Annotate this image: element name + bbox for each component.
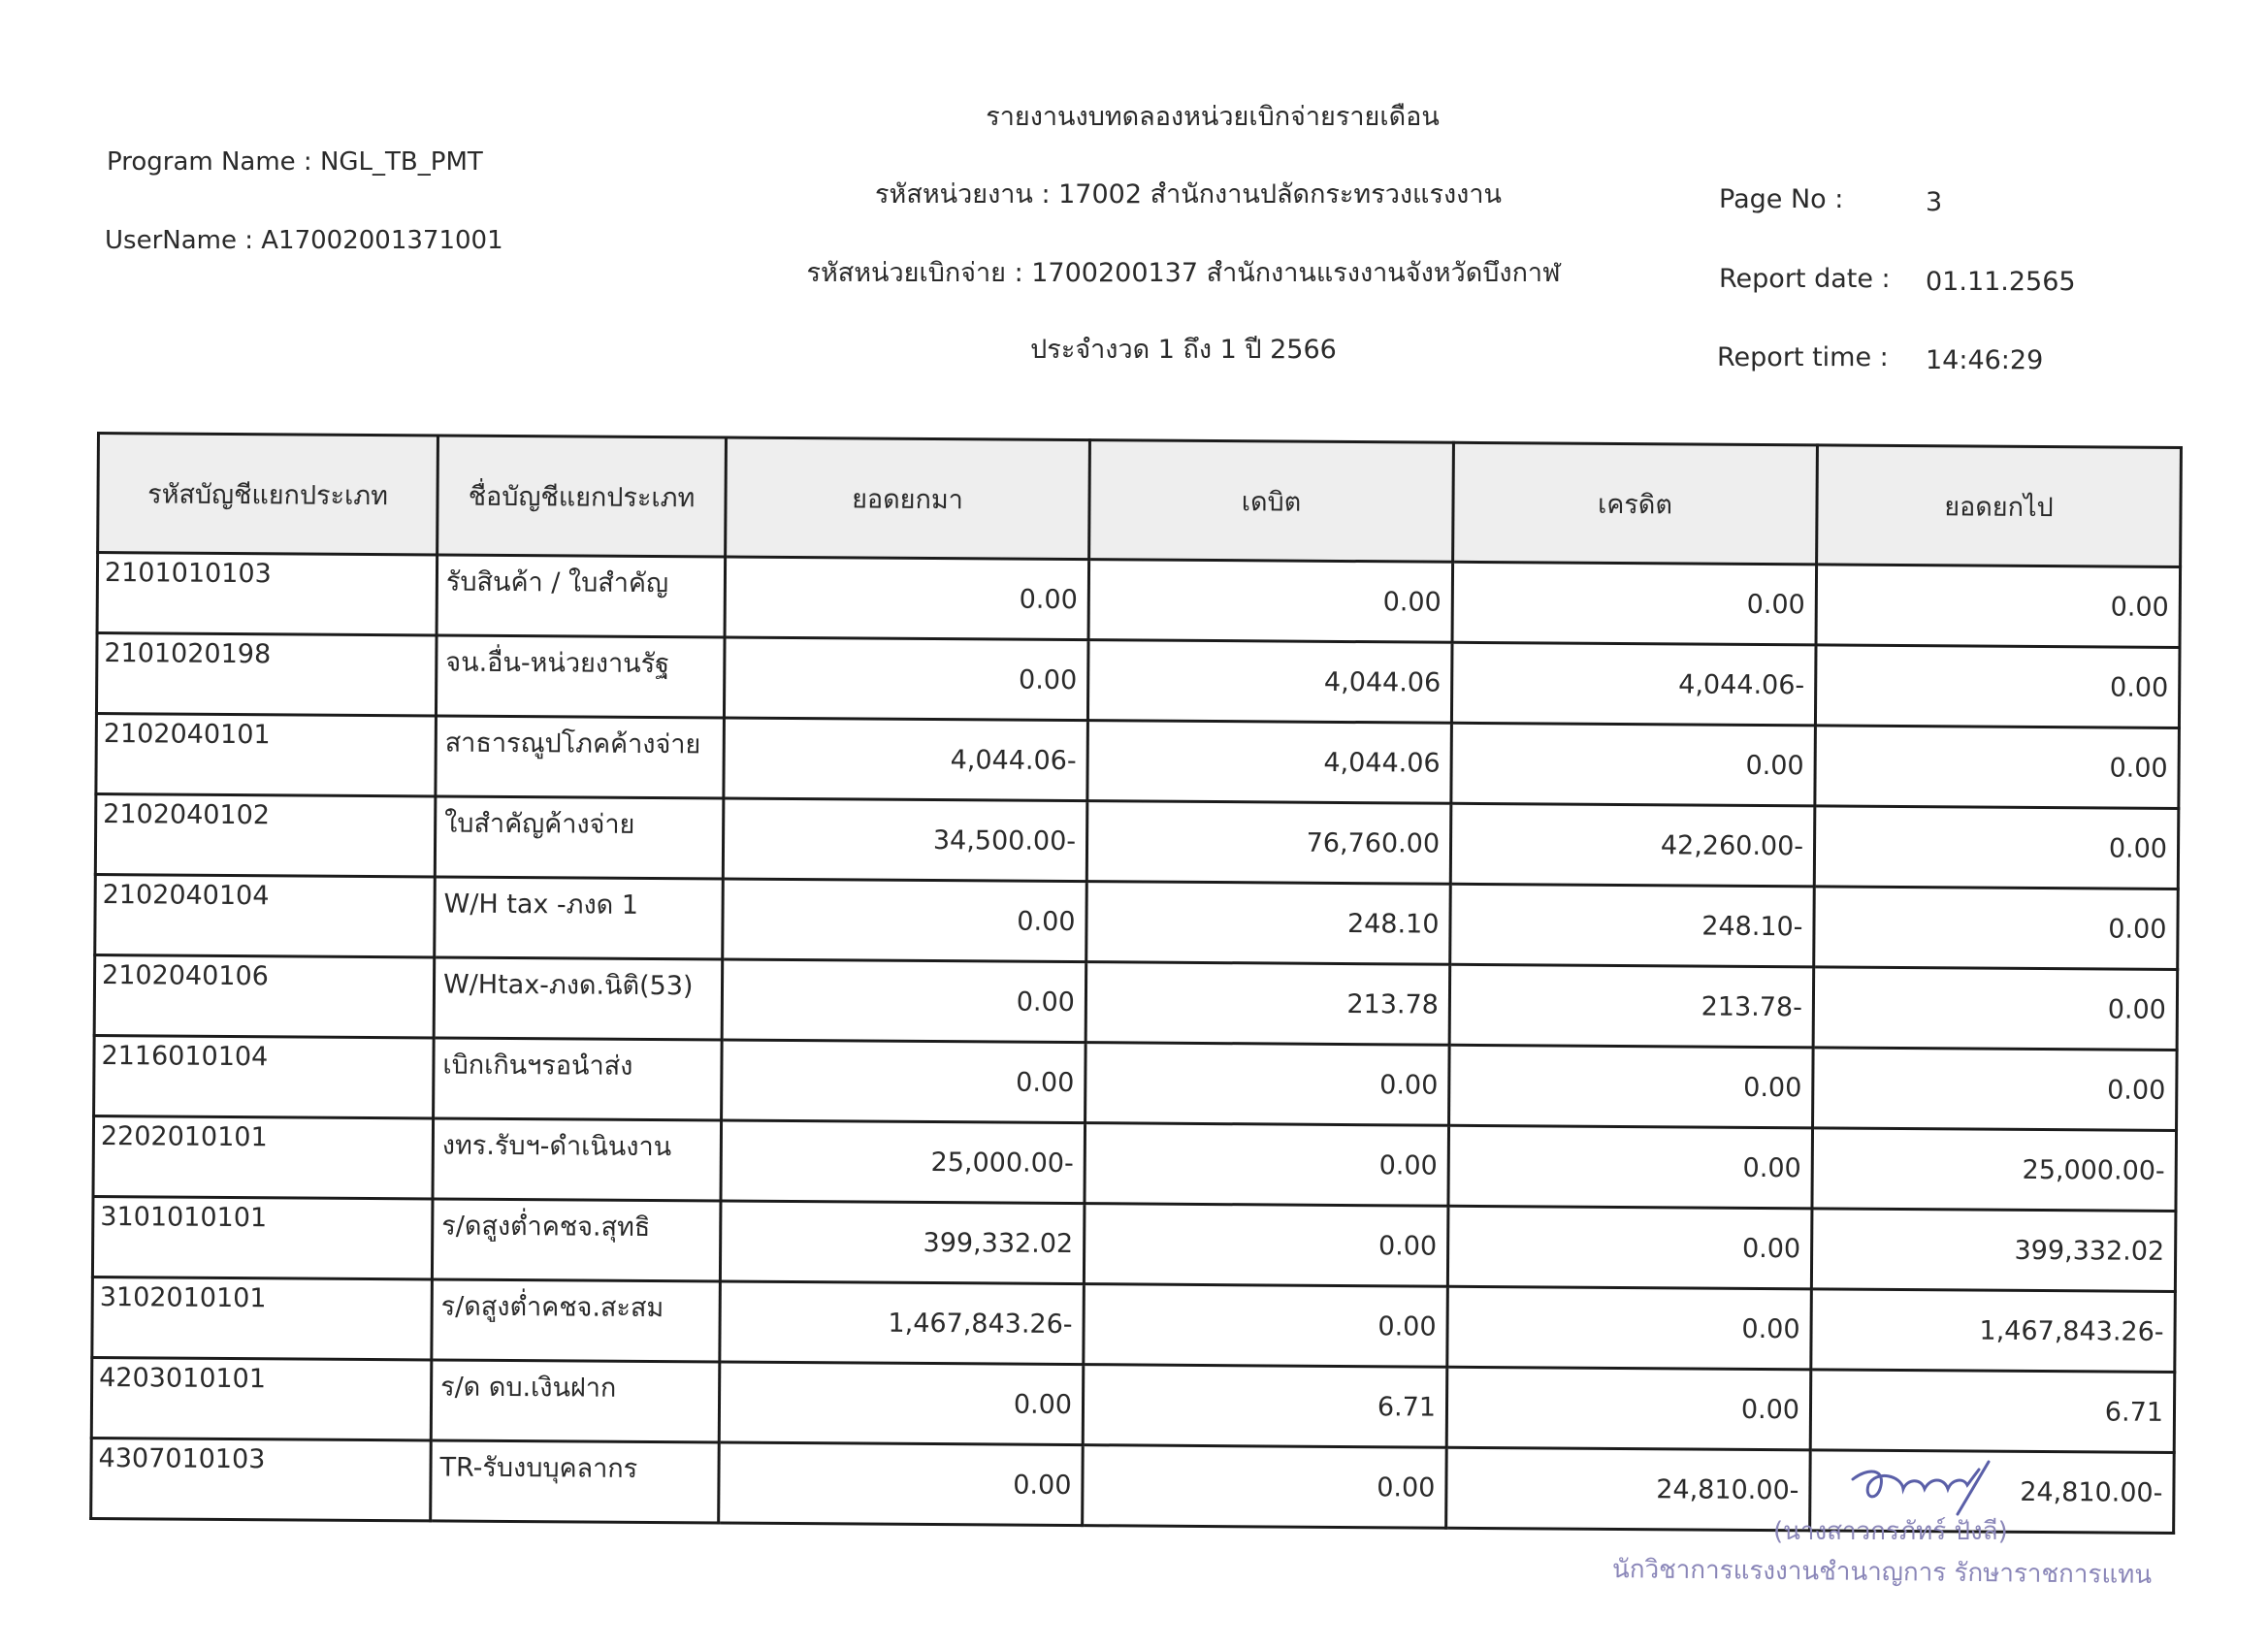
period-line: ประจำงวด 1 ถึง 1 ปี 2566: [1030, 335, 1337, 365]
carried-forward-cell: 0.00: [1814, 806, 2179, 889]
account-name-cell: ร/ดสูงต่ำคชจ.สะสม: [432, 1279, 721, 1362]
account-code-cell: 2101020198: [96, 633, 437, 716]
table-row: [95, 874, 2179, 969]
credit-cell: 0.00: [1448, 1125, 1813, 1209]
account-code-cell: 4203010101: [91, 1357, 432, 1439]
trial-balance-table: [89, 432, 2183, 1535]
brought-forward-cell: 0.00: [719, 1362, 1084, 1445]
account-code-cell: 2102040104: [95, 874, 436, 956]
carried-forward-cell: 0.00: [1813, 967, 2178, 1051]
debit-cell: 4,044.06: [1087, 640, 1452, 724]
brought-forward-cell: 0.00: [722, 959, 1086, 1043]
account-name-cell: เบิกเกินฯรอนำส่ง: [434, 1038, 723, 1120]
debit-cell: 248.10: [1086, 882, 1451, 965]
carried-forward-cell: 0.00: [1816, 565, 2181, 648]
brought-forward-cell: 0.00: [724, 637, 1088, 721]
account-code-cell: 2116010104: [94, 1035, 435, 1117]
debit-cell: 4,044.06: [1087, 721, 1452, 804]
carried-forward-cell: 6.71: [1810, 1370, 2175, 1453]
credit-cell: 213.78-: [1449, 964, 1814, 1048]
page-no-value: 3: [1926, 187, 1943, 217]
account-name-cell: งทร.รับฯ-ดำเนินงาน: [433, 1118, 722, 1201]
account-code-cell: 2102040102: [95, 794, 436, 877]
carried-forward-cell: 0.00: [1815, 726, 2180, 809]
account-name-cell: ร/ด ดบ.เงินฝาก: [431, 1360, 720, 1442]
table-row: [92, 1196, 2176, 1291]
account-name-cell: รับสินค้า / ใบสำคัญ: [437, 555, 726, 637]
account-code-cell: 2102040106: [94, 954, 435, 1037]
table-row: [95, 794, 2179, 889]
account-code-cell: 4307010103: [91, 1438, 432, 1520]
account-name-cell: W/Htax-ภงด.นิติ(53): [434, 957, 723, 1040]
credit-cell: 0.00: [1446, 1367, 1811, 1450]
carried-forward-cell: 0.00: [1815, 645, 2180, 728]
signature-mark: [1843, 1450, 2008, 1518]
credit-cell: 0.00: [1452, 562, 1817, 645]
credit-cell: 248.10-: [1450, 884, 1815, 967]
disbursing-unit-line: รหัสหน่วยเบิกจ่าย : 1700200137 สำนักงานแรงงานจังหวัดบึงกาฬ: [806, 258, 1561, 288]
header-brought-forward: ยอดยกมา: [726, 437, 1090, 560]
credit-cell: 42,260.00-: [1450, 803, 1815, 887]
header-account-name: ชื่อบัญชีแยกประเภท: [437, 436, 727, 557]
debit-cell: 0.00: [1083, 1445, 1447, 1529]
table-row: [92, 1277, 2176, 1372]
credit-cell: 24,810.00-: [1446, 1447, 1811, 1531]
report-title: รายงานงบทดลองหน่วยเบิกจ่ายรายเดือน: [986, 102, 1440, 132]
debit-cell: 0.00: [1084, 1284, 1448, 1368]
credit-cell: 4,044.06-: [1451, 642, 1816, 726]
brought-forward-cell: 399,332.02: [720, 1201, 1085, 1284]
table-row: [97, 553, 2181, 648]
table-header-row: [98, 434, 2182, 567]
report-date-value: 01.11.2565: [1926, 267, 2076, 297]
debit-cell: 76,760.00: [1086, 801, 1451, 885]
stamp-name: (นางสาวกรภัทร์ ปังลี): [1773, 1517, 2008, 1546]
debit-cell: 6.71: [1083, 1365, 1447, 1448]
credit-cell: 0.00: [1447, 1206, 1812, 1289]
debit-cell: 0.00: [1085, 1123, 1449, 1207]
debit-cell: 0.00: [1088, 560, 1453, 643]
header-credit: เครดิต: [1453, 442, 1818, 565]
agency-line: รหัสหน่วยงาน : 17002 สำนักงานปลัดกระทรวงแรงงาน: [875, 179, 1502, 210]
carried-forward-cell: 399,332.02: [1811, 1209, 2176, 1292]
page-no-label: Page No :: [1719, 184, 1844, 214]
program-name: Program Name : NGL_TB_PMT: [107, 147, 483, 177]
account-name-cell: TR-รับงบบุคลากร: [431, 1440, 720, 1523]
user-name: UserName : A17002001371001: [105, 226, 503, 255]
brought-forward-cell: 25,000.00-: [721, 1120, 1085, 1204]
account-code-cell: 3101010101: [92, 1196, 433, 1278]
table-row: [94, 954, 2178, 1050]
header-debit: เดบิต: [1089, 440, 1454, 563]
carried-forward-cell: 0.00: [1814, 887, 2179, 970]
table-row: [91, 1357, 2175, 1452]
brought-forward-cell: 0.00: [719, 1442, 1084, 1526]
account-name-cell: สาธารณูปโภคค้างจ่าย: [436, 716, 725, 798]
debit-cell: 0.00: [1085, 1043, 1450, 1126]
account-code-cell: 3102010101: [92, 1277, 433, 1359]
brought-forward-cell: 0.00: [722, 1040, 1086, 1123]
report-time-label: Report time :: [1717, 342, 1889, 372]
brought-forward-cell: 1,467,843.26-: [720, 1281, 1085, 1365]
credit-cell: 0.00: [1451, 723, 1816, 806]
carried-forward-cell: 25,000.00-: [1812, 1128, 2177, 1212]
credit-cell: 0.00: [1447, 1286, 1812, 1370]
header-account-code: รหัสบัญชีแยกประเภท: [98, 434, 438, 555]
report-date-label: Report date :: [1719, 264, 1891, 294]
credit-cell: 0.00: [1449, 1045, 1814, 1128]
table-row: [93, 1116, 2177, 1211]
carried-forward-cell: 24,810.00-: [1810, 1450, 2175, 1534]
brought-forward-cell: 34,500.00-: [723, 798, 1087, 882]
debit-cell: 0.00: [1084, 1204, 1448, 1287]
brought-forward-cell: 0.00: [723, 879, 1087, 962]
carried-forward-cell: 1,467,843.26-: [1811, 1289, 2176, 1373]
account-name-cell: ใบสำคัญค้างจ่าย: [435, 796, 724, 879]
debit-cell: 213.78: [1085, 962, 1450, 1046]
stamp-position: นักวิชาการแรงงานชำนาญการ รักษาราชการแทน: [1611, 1555, 2153, 1590]
carried-forward-cell: 0.00: [1813, 1048, 2178, 1131]
account-code-cell: 2202010101: [93, 1116, 434, 1198]
account-name-cell: W/H tax -ภงด 1: [435, 877, 724, 959]
header-carried-forward: ยอดยกไป: [1817, 445, 2182, 567]
account-name-cell: จน.อื่น-หน่วยงานรัฐ: [436, 635, 725, 718]
account-code-cell: 2102040101: [96, 714, 437, 796]
table-row: [96, 633, 2180, 728]
report-time-value: 14:46:29: [1926, 345, 2044, 375]
brought-forward-cell: 4,044.06-: [724, 718, 1088, 801]
table-row: [94, 1035, 2178, 1130]
account-code-cell: 2101010103: [97, 553, 437, 635]
brought-forward-cell: 0.00: [725, 557, 1089, 640]
table-row: [96, 714, 2180, 809]
account-name-cell: ร/ดสูงต่ำคชจ.สุทธิ: [432, 1199, 721, 1281]
